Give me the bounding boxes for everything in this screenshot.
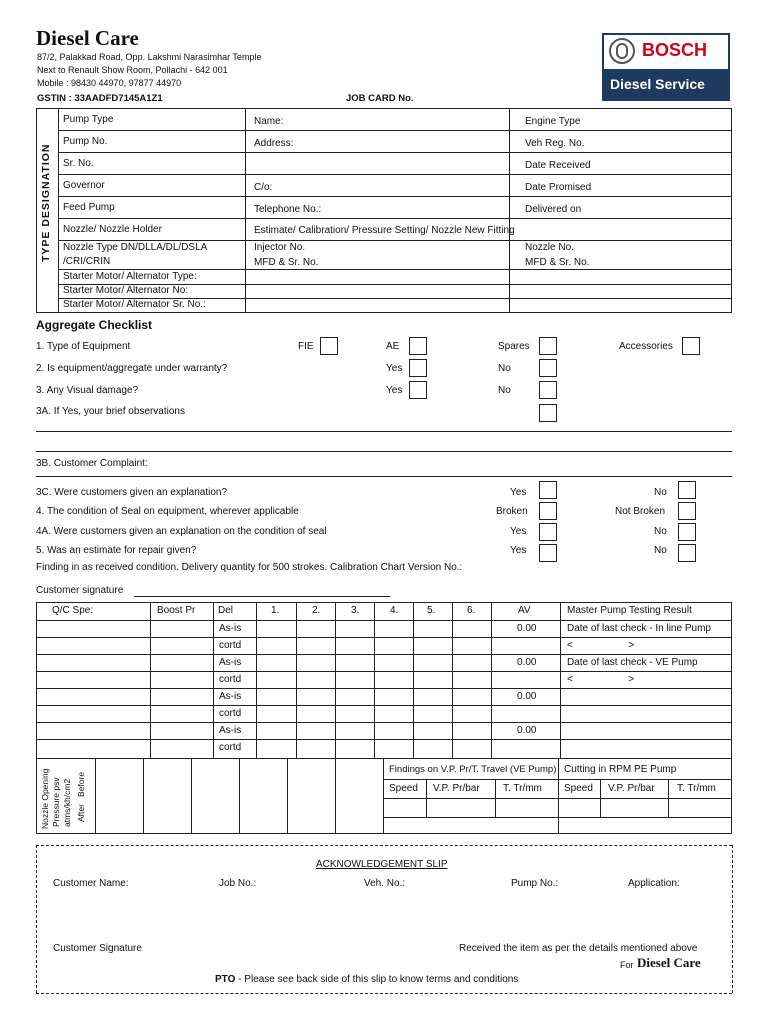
last-check-inline-label: Date of last check - In line Pump (567, 623, 711, 634)
qc-header-4: 4. (390, 605, 399, 616)
checklist-heading: Aggregate Checklist (36, 318, 153, 332)
ack-customer-name: Customer Name: (53, 878, 129, 889)
complaint-line[interactable] (36, 476, 732, 477)
sub-header-ttr-2: T. Tr/mm (677, 783, 716, 794)
q2-no-checkbox[interactable] (539, 359, 557, 377)
observation-line-2[interactable] (36, 451, 732, 452)
q2-yes-checkbox[interactable] (409, 359, 427, 377)
pto-rest: - Please see back side of this slip to know terms and conditions (235, 974, 519, 985)
accessories-label: Accessories (619, 341, 673, 352)
qc-header-av: AV (518, 605, 531, 616)
sr-no-label: Sr. No. (63, 158, 94, 169)
fie-checkbox[interactable] (320, 337, 338, 355)
qc-header-2: 2. (312, 605, 321, 616)
not-broken-checkbox[interactable] (678, 502, 696, 520)
ack-veh-no: Veh. No.: (364, 878, 406, 889)
governor-label: Governor (63, 180, 105, 191)
qc-header-spe: Q/C Spe: (52, 605, 94, 616)
nozzle-holder-label: Nozzle/ Nozzle Holder (63, 224, 162, 235)
sub-header-speed: Speed (389, 783, 418, 794)
q5-no-checkbox[interactable] (678, 544, 696, 562)
co-label: C/o: (254, 182, 273, 193)
cutting-rpm-label: Cutting in RPM PE Pump (564, 764, 677, 775)
telephone-label: Telephone No.: (254, 204, 322, 215)
sub-header-vp: V.P. Pr/bar (433, 783, 480, 794)
address-line-1: 87/2, Palakkad Road, Opp. Lakshmi Narasimhar Temple (37, 52, 262, 62)
diesel-service-label: Diesel Service (610, 76, 705, 92)
del-cell: cortd (219, 674, 242, 685)
del-cell: As-is (219, 691, 242, 702)
q3-label: 3. Any Visual damage? (36, 385, 139, 396)
q4a-yes-label: Yes (510, 526, 527, 537)
q5-no-label: No (654, 545, 667, 556)
findings-ve-label: Findings on V.P. Pr/T. Travel (VE Pump) (389, 764, 557, 775)
q3c-label: 3C. Were customers given an explanation? (36, 487, 228, 498)
not-broken-label: Not Broken (615, 506, 666, 517)
ack-for-label: For (620, 960, 634, 970)
del-cell: cortd (219, 640, 242, 651)
q5-yes-checkbox[interactable] (539, 544, 557, 562)
job-card-label: JOB CARD No. (346, 93, 414, 104)
nozzle-side-line-2: Pressure psv (51, 777, 61, 827)
nozzle-no-label: Nozzle No. (525, 242, 574, 253)
q4a-label: 4A. Were customers given an explanation on the condition of seal (36, 526, 327, 537)
qc-header-6: 6. (467, 605, 476, 616)
q3b-label: 3B. Customer Complaint: (36, 458, 148, 469)
ack-customer-signature: Customer Signature (53, 943, 142, 954)
av-cell: 0.00 (517, 691, 537, 702)
q3c-yes-label: Yes (510, 487, 527, 498)
q3c-no-checkbox[interactable] (678, 481, 696, 499)
q3a-label: 3A. If Yes, your brief observations (36, 406, 185, 417)
spares-label: Spares (498, 341, 530, 352)
av-cell: 0.00 (517, 657, 537, 668)
ve-range: < > (567, 674, 635, 685)
ack-application: Application: (628, 878, 680, 889)
qc-header-5: 5. (427, 605, 436, 616)
name-label: Name: (254, 116, 284, 127)
finding-label: Finding in as received condition. Delivery quantity for 500 strokes. Calibration Chart Version No.: (36, 562, 463, 573)
nozzle-side-line-4: After Before (76, 771, 86, 822)
address-label: Address: (254, 138, 294, 149)
q4-label: 4. The condition of Seal on equipment, wherever applicable (36, 506, 299, 517)
sub-header-speed-2: Speed (564, 783, 593, 794)
mfd-sr-label: MFD & Sr. No. (254, 257, 319, 268)
gstin: GSTIN : 33AADFD7145A1Z1 (37, 93, 163, 104)
q4a-no-label: No (654, 526, 667, 537)
del-cell: As-is (219, 657, 242, 668)
bosch-logo (602, 33, 730, 101)
broken-checkbox[interactable] (539, 502, 557, 520)
estimate-label: Estimate/ Calibration/ Pressure Setting/ Nozzle New Fitting (254, 225, 515, 236)
ae-checkbox[interactable] (409, 337, 427, 355)
del-cell: cortd (219, 708, 242, 719)
qc-header-master: Master Pump Testing Result (567, 605, 692, 616)
last-check-ve-label: Date of last check - VE Pump (567, 657, 698, 668)
nozzle-type-label-2: /CRI/CRIN (63, 256, 111, 267)
observation-line[interactable] (36, 431, 732, 432)
q2-label: 2. Is equipment/aggregate under warranty? (36, 363, 228, 374)
ack-received-text: Received the item as per the details mentioned above (459, 943, 698, 954)
veh-reg-label: Veh Reg. No. (525, 138, 585, 149)
starter-sr-label: Starter Motor/ Alternator Sr. No.: (63, 299, 206, 310)
injector-no-label: Injector No. (254, 242, 306, 253)
bosch-armature-icon (609, 38, 635, 64)
inline-range: < > (567, 640, 635, 651)
customer-signature-line[interactable] (134, 596, 390, 597)
sub-header-vp-2: V.P. Pr/bar (608, 783, 655, 794)
broken-label: Broken (496, 506, 528, 517)
address-line-3: Mobile : 98430 44970, 97877 44970 (37, 78, 182, 88)
engine-type-label: Engine Type (525, 116, 581, 127)
q3c-no-label: No (654, 487, 667, 498)
del-cell: cortd (219, 742, 242, 753)
customer-signature-label: Customer signature (36, 585, 124, 596)
date-received-label: Date Received (525, 160, 591, 171)
del-cell: As-is (219, 725, 242, 736)
nozzle-side-line-3: atms/kh/cm2 (62, 778, 72, 827)
address-line-2: Next to Renault Show Room, Pollachi - 642 001 (37, 65, 228, 75)
bosch-wordmark: BOSCH (642, 40, 708, 60)
tear-line (36, 845, 732, 846)
q2-yes-label: Yes (386, 363, 403, 374)
nozzle-type-label: Nozzle Type DN/DLLA/DL/DSLA (63, 242, 208, 253)
qc-header-boost: Boost Pr (157, 605, 196, 616)
pto-note (215, 974, 518, 986)
ack-pump-no: Pump No.: (511, 878, 559, 889)
fie-label: FIE (298, 341, 314, 352)
pump-no-label: Pump No. (63, 136, 108, 147)
type-designation-label: TYPE DESIGNATION (40, 143, 52, 262)
ack-for-company: Diesel Care (637, 955, 701, 970)
sub-header-ttr: T. Tr/mm (503, 783, 542, 794)
av-cell: 0.00 (517, 725, 537, 736)
nozzle-mfd-label: MFD & Sr. No. (525, 257, 590, 268)
q4a-yes-checkbox[interactable] (539, 523, 557, 541)
ack-job-no: Job No.: (219, 878, 257, 889)
q4a-no-checkbox[interactable] (678, 523, 696, 541)
qc-header-3: 3. (351, 605, 360, 616)
q3-no-checkbox[interactable] (539, 381, 557, 399)
pump-type-label: Pump Type (63, 114, 114, 125)
q3-yes-checkbox[interactable] (409, 381, 427, 399)
q3-no-label: No (498, 385, 511, 396)
q5-label: 5. Was an estimate for repair given? (36, 545, 197, 556)
av-cell: 0.00 (517, 623, 537, 634)
delivered-on-label: Delivered on (525, 204, 582, 215)
q2-no-label: No (498, 363, 511, 374)
q3c-yes-checkbox[interactable] (539, 481, 557, 499)
qc-header-1: 1. (271, 605, 280, 616)
q3a-checkbox[interactable] (539, 404, 557, 422)
ae-label: AE (386, 341, 400, 352)
feed-pump-label: Feed Pump (63, 202, 115, 213)
q5-yes-label: Yes (510, 545, 527, 556)
company-name: Diesel Care (36, 26, 139, 50)
qc-header-del: Del (218, 605, 234, 616)
del-cell: As-is (219, 623, 242, 634)
nozzle-side-line-1: Nozzle Opening (40, 768, 50, 829)
spares-checkbox[interactable] (539, 337, 557, 355)
starter-type-label: Starter Motor/ Alternator Type: (63, 271, 197, 282)
pto-bold: PTO (215, 974, 236, 985)
ack-title: ACKNOWLEDGEMENT SLIP (316, 859, 448, 870)
accessories-checkbox[interactable] (682, 337, 700, 355)
q3-yes-label: Yes (386, 385, 403, 396)
starter-no-label: Starter Motor/ Alternator No: (63, 285, 189, 296)
q1-label: 1. Type of Equipment (36, 341, 131, 352)
date-promised-label: Date Promised (525, 182, 592, 193)
